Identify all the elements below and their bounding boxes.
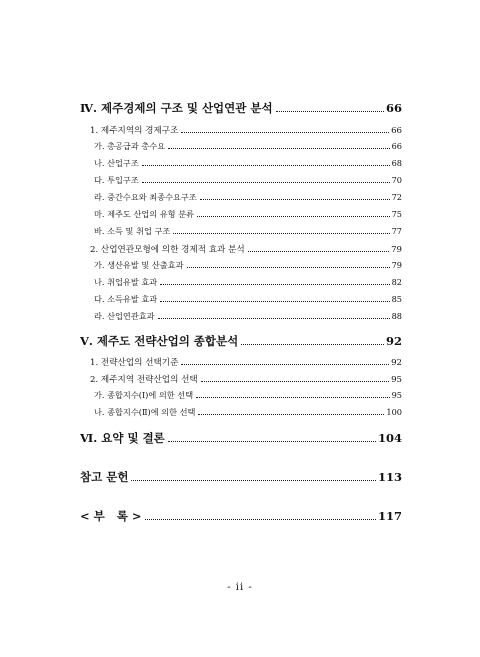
toc-entry-label: 가. 총공급과 총수요: [94, 141, 166, 151]
toc-entry-label: 라. 중간수요와 최종수요구조: [94, 192, 197, 202]
dot-leader: [196, 397, 389, 398]
toc-entry-subsection[interactable]: [94, 311, 402, 322]
toc-entry-page: 66: [391, 141, 402, 151]
dot-leader: [145, 519, 376, 520]
toc-entry-subsection[interactable]: [94, 294, 402, 305]
toc-entry-page: 113: [377, 470, 402, 484]
toc-entry-label: Ⅳ. 제주경제의 구조 및 산업연관 분석: [80, 101, 273, 115]
dot-leader: [168, 148, 389, 149]
toc-entry-label: Ⅴ. 제주도 전략산업의 종합분석: [80, 334, 239, 348]
dot-leader: [201, 381, 389, 382]
toc-entry-page: 104: [377, 431, 402, 445]
toc-entry-label: 다. 소득유발 효과: [94, 294, 158, 304]
toc-entry-subsection[interactable]: [94, 192, 402, 203]
toc-entry-label: 마. 제주도 산업의 유형 분류: [94, 209, 195, 219]
toc-entry-label: < 부 록 >: [80, 509, 142, 523]
toc-entry-label: Ⅵ. 요약 및 결론: [80, 431, 165, 445]
toc-entry-page: 75: [391, 209, 402, 219]
dot-leader: [160, 301, 389, 302]
dot-leader: [198, 414, 384, 415]
dot-leader: [168, 441, 376, 442]
page-number: - ii -: [227, 582, 253, 593]
dot-leader: [160, 284, 389, 285]
toc-entry-chapter-5[interactable]: [80, 333, 402, 349]
toc-entry-page: 77: [391, 226, 402, 236]
dot-leader: [248, 251, 389, 252]
toc-entry-page: 85: [391, 294, 402, 304]
toc-entry-subsection[interactable]: [94, 260, 402, 271]
toc-entry-section-5-1[interactable]: [90, 356, 402, 368]
toc-entry-page: 88: [391, 311, 402, 321]
dot-leader: [276, 111, 384, 112]
dot-leader: [181, 364, 389, 365]
toc-entry-label: 라. 산업연관효과: [94, 311, 155, 321]
toc-entry-subsection[interactable]: [94, 175, 402, 186]
toc-entry-page: 66: [391, 126, 402, 136]
toc-entry-label: 가. 생산유발 및 산출효과: [94, 260, 184, 270]
toc-entry-subsection[interactable]: [94, 141, 402, 152]
toc-entry-page: 92: [385, 334, 402, 348]
dot-leader: [131, 480, 376, 481]
toc-entry-label: 바. 소득 및 취업 구조: [94, 226, 171, 236]
toc-entry-subsection[interactable]: [94, 407, 402, 418]
toc-entry-page: 100: [386, 407, 402, 417]
toc-entry-subsection[interactable]: [94, 390, 402, 401]
dot-leader: [197, 216, 390, 217]
toc-entry-label: 1. 전략산업의 선택기준: [90, 358, 179, 368]
toc-entry-page: 68: [391, 158, 402, 168]
toc-entry-page: 79: [391, 245, 402, 255]
dot-leader: [241, 344, 384, 345]
dot-leader: [181, 132, 389, 133]
dot-leader: [158, 318, 390, 319]
toc-entry-label: 2. 제주지역 전략산업의 선택: [90, 375, 198, 385]
toc-entry-subsection[interactable]: [94, 277, 402, 288]
toc-entry-page: 95: [391, 375, 402, 385]
toc-entry-page: 82: [391, 277, 402, 287]
toc-entry-label: 2. 산업연관모형에 의한 경제적 효과 분석: [90, 245, 245, 255]
toc-entry-subsection[interactable]: [94, 158, 402, 169]
toc-entry-references[interactable]: [80, 469, 402, 485]
toc-entry-section-5-2[interactable]: [90, 373, 402, 385]
dot-leader: [173, 233, 389, 234]
toc-entry-appendix[interactable]: [80, 508, 402, 524]
dot-leader: [142, 165, 390, 166]
toc-entry-page: 95: [391, 390, 402, 400]
dot-leader: [142, 182, 390, 183]
toc-entry-page: 92: [391, 358, 402, 368]
toc-entry-page: 70: [391, 175, 402, 185]
toc-entry-page: 79: [391, 260, 402, 270]
toc-entry-subsection[interactable]: [94, 209, 402, 220]
toc-entry-section-4-1[interactable]: [90, 124, 402, 136]
toc-entry-page: 66: [385, 101, 402, 115]
toc-entry-chapter-4[interactable]: [80, 100, 402, 116]
toc-entry-label: 참고 문헌: [80, 470, 129, 484]
dot-leader: [187, 267, 390, 268]
toc-entry-label: 가. 종합지수(Ⅰ)에 의한 선택: [94, 390, 194, 400]
dot-leader: [200, 199, 390, 200]
toc-entry-page: 72: [391, 192, 402, 202]
toc-entry-chapter-6[interactable]: [80, 430, 402, 446]
toc-entry-label: 나. 취업유발 효과: [94, 277, 158, 287]
toc-entry-label: 다. 투입구조: [94, 175, 139, 185]
toc-entry-subsection[interactable]: [94, 226, 402, 237]
toc-entry-label: 나. 산업구조: [94, 158, 139, 168]
toc-entry-section-4-2[interactable]: [90, 243, 402, 255]
toc-entry-label: 1. 제주지역의 경제구조: [90, 126, 179, 136]
toc-entry-label: 나. 종합지수(Ⅱ)에 의한 선택: [94, 407, 196, 417]
toc-entry-page: 117: [377, 509, 402, 523]
